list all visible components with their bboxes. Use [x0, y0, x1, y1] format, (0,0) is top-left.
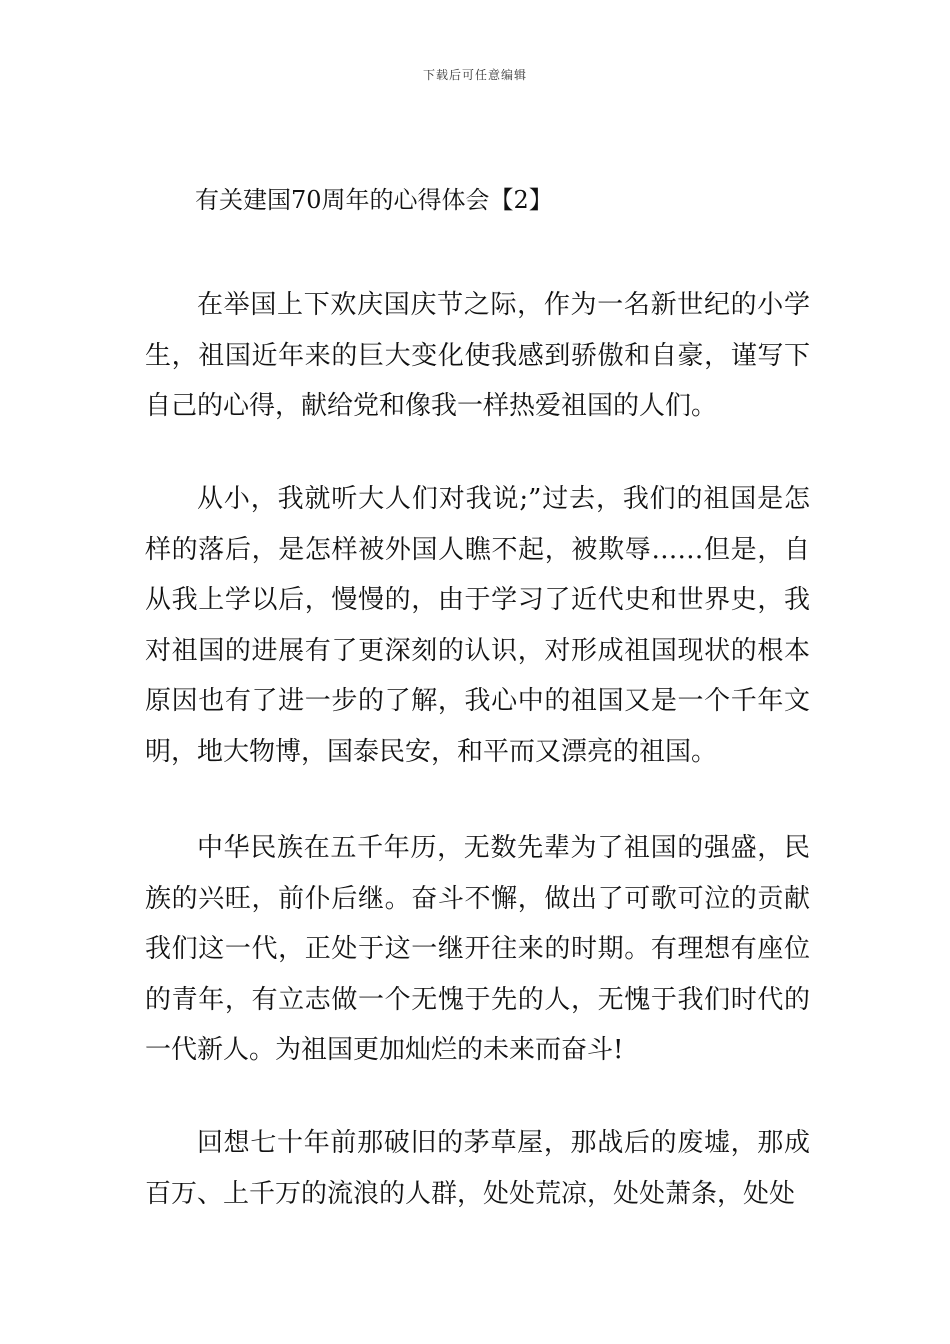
paragraph-4: 回想七十年前那破旧的茅草屋，那战后的废墟，那成百万、上千万的流浪的人群，处处荒凉，处处萧条，处处	[145, 1128, 810, 1209]
paragraph-2: 从小，我就听大人们对我说;”过去，我们的祖国是怎样的落后，是怎样被外国人瞧不起，被欺辱……但是，自从我上学以后，慢慢的，由于学习了近代史和世界史，我对祖国的进展有了更深刻的认识，对形成祖国现状的根本原因也有了进一步的了解，我心中的祖国又是一个千年文明，地大物博，国泰民安，和平而又漂亮的祖国。	[145, 484, 810, 767]
document-title: 有关建国70周年的心得体会【2】	[195, 186, 553, 214]
header-note: 下载后可任意编辑	[422, 68, 527, 82]
paragraph-3: 中华民族在五千年历，无数先辈为了祖国的强盛，民族的兴旺，前仆后继。奋斗不懈，做出了可歌可泣的贡献我们这一代，正处于这一继开往来的时期。有理想有座位的青年，有立志做一个无愧于先的人，无愧于我们时代的一代新人。为祖国更加灿烂的未来而奋斗!	[145, 833, 810, 1065]
paragraph-1: 在举国上下欢庆国庆节之际，作为一名新世纪的小学生，祖国近年来的巨大变化使我感到骄傲和自豪，谨写下自己的心得，献给党和像我一样热爱祖国的人们。	[145, 290, 810, 421]
